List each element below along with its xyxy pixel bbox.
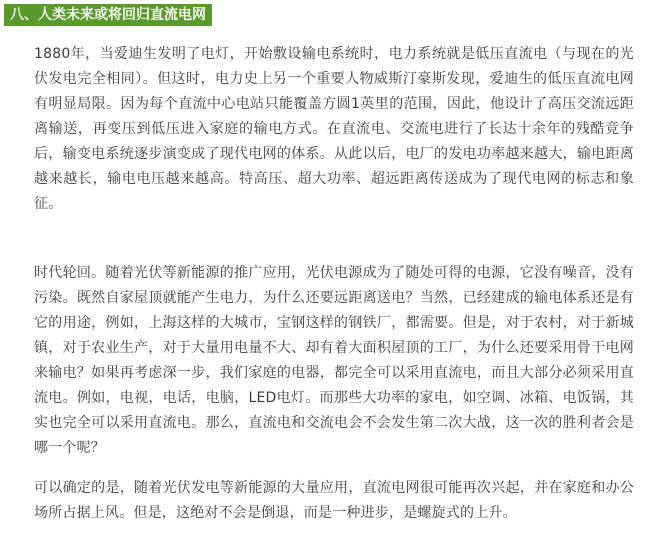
- section-heading: 八、人类未来或将回归直流电网: [4, 4, 212, 26]
- paragraph-conclusion: 可以确定的是，随着光伏发电等新能源的大量应用，直流电网很可能再次兴起，并在家庭和办公场所占据上风。但是，这绝对不会是倒退，而是一种进步，是螺旋式的上升。: [34, 480, 634, 521]
- paragraph-history: 1880年，当爱迪生发明了电灯，开始敷设输电系统时，电力系统就是低压直流电（与现在的光伏发电完全相同）。但这时，电力史上另一个重要人物威斯汀豪斯发现，爱迪生的低压直流电网有明显局限。因为每个直流中心电站只能覆盖方圆1英里的范围，因此，他设计了高压交流远距离输送，再变压到低压进入家庭的输电方式。在直流电、交流电进行了长达十余年的残酷竞争后，输变电系统逐步演变成了现代电网的体系。从此以后，电厂的发电功率越来越大，输电距离越来越长，输电电压越来越高。特高压、超大功率、超远距离传送成为了现代电网的标志和象征。: [34, 46, 634, 212]
- paragraph-era-cycle: 时代轮回。随着光伏等新能源的推广应用，光伏电源成为了随处可得的电源，它没有噪音，没有污染。既然自家屋顶就能产生电力，为什么还要远距离送电？当然，已经建成的输电体系还是有它的用途，例如，上海这样的大城市，宝钢这样的钢铁厂，都需要。但是，对于农村，对于新城镇，对于农业生产，对于大量用电量不大、却有着大面积屋顶的工厂，为什么还要采用骨干电网来输电？如果再考虑深一步，我们家庭的电器，都完全可以采用直流电，而且大部分必须采用直流电。例如，电视，电话，电脑，LED电灯。而那些大功率的家电，如空调、冰箱、电饭锅，其实也完全可以采用直流电。那么，直流电和交流电会不会发生第二次大战，这一次的胜利者会是哪一个呢？: [34, 265, 634, 456]
